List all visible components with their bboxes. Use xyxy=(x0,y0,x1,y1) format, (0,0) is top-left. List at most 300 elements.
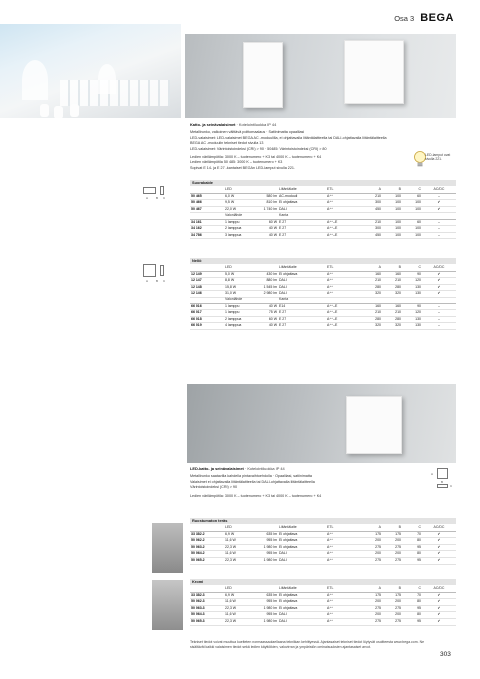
table-cell: – xyxy=(422,232,456,239)
table-cell: 635 lm xyxy=(254,531,278,538)
header-cell: A xyxy=(362,265,382,271)
table-row xyxy=(190,599,456,606)
table-cell: 200 xyxy=(362,612,382,619)
table-cell: 75 W xyxy=(254,310,278,317)
interior-photo xyxy=(0,24,181,118)
table-cell: A⁺⁺ xyxy=(326,278,362,285)
table-cell: 95 xyxy=(402,618,422,625)
table-cell: 120 xyxy=(402,310,422,317)
table-cell: 175 xyxy=(362,531,382,538)
spec-table-nelio-lamp xyxy=(190,297,456,330)
table-cell: – xyxy=(422,226,456,233)
table-cell: ✔ xyxy=(422,206,456,213)
table-cell: A⁺⁺ xyxy=(326,206,362,213)
table-cell: 1 980 lm xyxy=(254,544,278,551)
table-cell: A⁺⁺–E xyxy=(326,226,362,233)
table-cell: ✔ xyxy=(422,284,456,291)
table-cell: 5,0 W xyxy=(224,271,254,278)
table-cell: 175 xyxy=(382,592,402,599)
table-cell: 1 lamppu xyxy=(224,310,254,317)
section-header-nelio: Neliö xyxy=(190,258,456,264)
table-cell: A⁺⁺ xyxy=(326,599,362,606)
table-cell: 200 xyxy=(362,551,382,558)
dim-label-a: A xyxy=(146,196,149,200)
chair xyxy=(40,104,49,117)
header-cell: Valonlähde xyxy=(224,297,254,303)
table-row xyxy=(190,323,456,330)
table-cell: 80 xyxy=(402,551,422,558)
table-cell: 160 xyxy=(362,271,382,278)
table-cell: 100 xyxy=(382,193,402,200)
product-code: 34 786 xyxy=(190,232,224,239)
product2-line: Ledien värilämpötila: 3000 K – tuotenumero + K3 tai 4000 K – tuotenumero + K4 xyxy=(190,493,322,498)
rectangular-luminaire xyxy=(243,42,283,108)
table-cell: DALI xyxy=(278,206,326,213)
spec-table-ruostumaton-teras xyxy=(190,525,456,565)
header-cell: AC/DC xyxy=(422,187,456,193)
table-cell: A⁺⁺ xyxy=(326,200,362,207)
brand-logo: BEGA xyxy=(420,12,454,24)
table-cell: 450 xyxy=(362,206,382,213)
spec-table-suorakaide-lamp xyxy=(190,213,456,239)
header-cell: Liitäntälaite xyxy=(278,586,326,592)
header-cell: Liitäntälaite xyxy=(278,187,326,193)
product1-line: Sopivat E 14- ja E 27 -kantaiset BEGAn LED-lamput sivulla 221. xyxy=(190,165,295,170)
dim-label-c: C xyxy=(450,484,453,488)
table-row xyxy=(190,551,456,558)
header-cell: C xyxy=(402,586,422,592)
table-cell: ✔ xyxy=(422,599,456,606)
table-cell: 275 xyxy=(362,544,382,551)
product-code: 66 016 xyxy=(190,303,224,310)
table-cell: 22,3 W xyxy=(224,557,254,564)
product1-line: LED-valaisimet: Värintoistoindeksi (CRI) > 90 · 50485: Värintoistoindeksi (CRI) > 80 xyxy=(190,146,327,151)
table-row xyxy=(190,193,456,200)
header-cell: B xyxy=(382,187,402,193)
table-row xyxy=(190,278,456,285)
header-cell: B xyxy=(382,525,402,531)
table-cell: 80 xyxy=(402,599,422,606)
dim-label-c: C xyxy=(163,196,166,200)
table-cell: 450 xyxy=(362,232,382,239)
table-row xyxy=(190,557,456,564)
product-code: 50 063.2 xyxy=(190,544,224,551)
table-cell: 8,8 W xyxy=(224,278,254,285)
dim-label-b: B xyxy=(156,279,159,283)
table-cell: A⁺⁺–E xyxy=(326,323,362,330)
table-cell: 210 xyxy=(362,193,382,200)
header-cell: ETL xyxy=(326,525,362,531)
table-cell: ✔ xyxy=(422,200,456,207)
product1-line: Ledien värilämpötila: 3000 K – tuotenumero + K3 tai 4000 K – tuotenumero + K4 xyxy=(190,155,322,160)
product1-subtitle: · Kotelointiluokka IP 44 xyxy=(236,122,277,127)
table-cell: 955 lm xyxy=(254,551,278,558)
table-cell: 11,6 W xyxy=(224,551,254,558)
square-dimension-diagram xyxy=(437,468,448,479)
table-cell: 11,6 W xyxy=(224,612,254,619)
table-cell: 80 xyxy=(402,612,422,619)
table-cell: – xyxy=(422,303,456,310)
table-cell: ✔ xyxy=(422,592,456,599)
table-cell: A⁺⁺ xyxy=(326,531,362,538)
table-cell: 1 980 lm xyxy=(254,618,278,625)
table-row xyxy=(190,544,456,551)
table-cell: DALI xyxy=(278,618,326,625)
table-cell: 275 xyxy=(382,557,402,564)
table-cell: Ei ohjattava xyxy=(278,538,326,545)
table-cell: 2 980 lm xyxy=(254,291,278,298)
header-cell: ETL xyxy=(326,187,362,193)
product-code: 66 017 xyxy=(190,310,224,317)
section-number: Osa 3 xyxy=(394,14,415,23)
table-cell: 22,0 W xyxy=(224,206,254,213)
table-cell: A⁺⁺–E xyxy=(326,303,362,310)
table-cell: A⁺⁺ xyxy=(326,271,362,278)
table-cell: 280 xyxy=(382,316,402,323)
spec-table-nelio-led xyxy=(190,265,456,298)
table-cell: E14 xyxy=(278,303,326,310)
table-row xyxy=(190,284,456,291)
table-cell: – xyxy=(422,310,456,317)
table-row xyxy=(190,605,456,612)
table-row xyxy=(190,310,456,317)
product-code: 50 064.2 xyxy=(190,551,224,558)
product-code: 12 148 xyxy=(190,284,224,291)
table-cell: – xyxy=(422,219,456,226)
table-cell: A⁺⁺–E xyxy=(326,232,362,239)
table-cell: 130 xyxy=(402,316,422,323)
table-cell: 60 xyxy=(402,193,422,200)
table-cell: 880 lm xyxy=(254,278,278,285)
table-cell: A⁺⁺ xyxy=(326,592,362,599)
table-cell: 320 xyxy=(362,291,382,298)
table-cell: ✔ xyxy=(422,618,456,625)
header-cell: AC/DC xyxy=(422,586,456,592)
product-code: 50 467 xyxy=(190,206,224,213)
table-cell: A⁺⁺–E xyxy=(326,316,362,323)
product2-line: Valaisimet ei ohjattavalla liitäntälaitteella tai DALI-ohjattavalla liitäntälaitteella xyxy=(190,479,315,484)
table-cell: A⁺⁺ xyxy=(326,544,362,551)
product-code: 50 065.2 xyxy=(190,557,224,564)
product-code: 50 064.3 xyxy=(190,612,224,619)
page-header xyxy=(394,12,454,24)
table-cell: DALI xyxy=(278,291,326,298)
product-code: 50 065.3 xyxy=(190,618,224,625)
header-cell: C xyxy=(402,525,422,531)
table-cell: 6,9 W xyxy=(224,592,254,599)
header-cell: Liitäntälaite xyxy=(278,265,326,271)
table-cell: E 27 xyxy=(278,232,326,239)
table-cell: DALI xyxy=(278,557,326,564)
table-cell: ✔ xyxy=(422,531,456,538)
rectangular-dimension-diagram xyxy=(143,187,156,194)
table-cell: 1 lamppu xyxy=(224,303,254,310)
square-luminaire xyxy=(344,40,404,104)
chair xyxy=(54,106,63,118)
table-cell: A⁺⁺ xyxy=(326,605,362,612)
product-code: 33 382.2 xyxy=(190,531,224,538)
table-cell: 280 xyxy=(382,284,402,291)
table-cell: 95 xyxy=(402,557,422,564)
table-cell: A⁺⁺–E xyxy=(326,310,362,317)
header-cell: A xyxy=(362,525,382,531)
product2-line: Värintoistoindeksi (CRI) > 90 xyxy=(190,485,238,490)
table-cell: 100 xyxy=(402,206,422,213)
table-cell: 160 xyxy=(382,303,402,310)
dim-label-b: B xyxy=(441,480,444,484)
table-cell: 9,5 W xyxy=(224,200,254,207)
table-cell: Ei ohjattava xyxy=(278,599,326,606)
table-cell: 275 xyxy=(382,544,402,551)
table-cell: 6,9 W xyxy=(224,531,254,538)
table-cell: 6,0 W xyxy=(224,193,254,200)
product-code: 66 019 xyxy=(190,323,224,330)
table-cell: 275 xyxy=(362,618,382,625)
table-row xyxy=(190,219,456,226)
table-cell: E 27 xyxy=(278,219,326,226)
footnote: Tekniset tiedot voivat muuttua kuelteten normaassaolaellaana tekniikan kehittyessä. Ajantasaiset tekniset tiedot löytyvät osoitteesta www.bega.com. Ne sisältävät kaikki valaisimen tiedot sekä ledien käyttöikien, valovirran ja ympäristön ominaisuuksien ajantasaiset arvot. xyxy=(190,640,425,649)
table-cell: 175 xyxy=(382,531,402,538)
table-cell: 200 xyxy=(382,612,402,619)
table-cell: 100 xyxy=(382,206,402,213)
square-led-luminaire xyxy=(346,396,402,454)
table-cell: ✔ xyxy=(422,605,456,612)
product-code: 50 062.2 xyxy=(190,538,224,545)
table-cell: 300 xyxy=(362,200,382,207)
stainless-steel-finish-photo xyxy=(152,523,183,573)
product-code: 50 062.3 xyxy=(190,599,224,606)
section-header-kromi: Kromi xyxy=(190,579,456,585)
table-cell: 635 lm xyxy=(254,592,278,599)
table-cell: 200 xyxy=(362,599,382,606)
table-cell: 60 W xyxy=(254,219,278,226)
table-row xyxy=(190,232,456,239)
table-cell: 160 xyxy=(382,271,402,278)
table-cell: 300 xyxy=(362,226,382,233)
table-cell: 955 lm xyxy=(254,599,278,606)
table-cell: Ei ohjattava xyxy=(278,271,326,278)
header-cell: ETL xyxy=(326,586,362,592)
table-cell: 200 xyxy=(362,538,382,545)
archway xyxy=(22,60,48,100)
header-cell: C xyxy=(402,265,422,271)
table-cell: Ei ohjattava xyxy=(278,605,326,612)
table-cell: 100 xyxy=(382,232,402,239)
product1-line: Ledien värilämpötila 50 485: 3000 K – tuotenumero + K3 xyxy=(190,160,283,165)
table-cell: 22,3 W xyxy=(224,618,254,625)
dim-label-a: A xyxy=(431,472,434,476)
header-cell: Kanta xyxy=(278,213,326,219)
table-cell: 22,3 W xyxy=(224,605,254,612)
header-cell: C xyxy=(402,187,422,193)
product-code: 12 149 xyxy=(190,271,224,278)
table-cell: 120 xyxy=(402,278,422,285)
table-cell: 320 xyxy=(362,323,382,330)
chair xyxy=(70,104,79,117)
table-cell: 90 xyxy=(402,303,422,310)
table-cell: 210 xyxy=(362,310,382,317)
product2-description xyxy=(190,466,456,499)
product2-subtitle: · Kotelointiluokka IP 44 xyxy=(244,466,285,471)
table-cell: 100 xyxy=(382,200,402,207)
table-cell: 130 xyxy=(402,291,422,298)
product-code: 50 465 xyxy=(190,193,224,200)
table-cell: 955 lm xyxy=(254,538,278,545)
table-cell: 320 xyxy=(382,291,402,298)
table-cell: A⁺⁺ xyxy=(326,618,362,625)
table-cell: 40 W xyxy=(254,303,278,310)
product-code: 34 161 xyxy=(190,219,224,226)
table-cell: A⁺⁺ xyxy=(326,193,362,200)
table-cell: 40 W xyxy=(254,232,278,239)
header-cell: Valonlähde xyxy=(224,213,254,219)
product-code: 34 162 xyxy=(190,226,224,233)
table-cell: 2 lamppua xyxy=(224,226,254,233)
table-cell: 60 W xyxy=(254,316,278,323)
table-cell: E 27 xyxy=(278,323,326,330)
table-cell: – xyxy=(422,316,456,323)
header-cell: LED xyxy=(224,187,254,193)
product2-line: Metallirunko saatavilla kahdella pintavaihtoehdolla · Opaalilasi, satiinimatta xyxy=(190,474,312,479)
table-cell: 11,6 W xyxy=(224,599,254,606)
table-cell: 280 xyxy=(362,284,382,291)
table-cell: 430 lm xyxy=(254,271,278,278)
table-cell: Ei ohjattava xyxy=(278,544,326,551)
product1-line: LED-valaisimet: LED-valaisimet BEGA AC -moduulilla, ei ohjattavalla liitäntälaitteella tai DALI-ohjattavalla liitäntälaitteella xyxy=(190,135,387,140)
led-lamp-note: LED-lamput ovat sivulla 221. xyxy=(425,153,451,162)
table-cell: – xyxy=(422,193,456,200)
side-profile-diagram xyxy=(437,484,448,488)
table-cell: E 27 xyxy=(278,316,326,323)
header-cell: AC/DC xyxy=(422,265,456,271)
header-cell: B xyxy=(382,586,402,592)
table-cell: ✔ xyxy=(422,538,456,545)
table-cell: ✔ xyxy=(422,544,456,551)
table-cell: 130 xyxy=(402,284,422,291)
table-cell: ✔ xyxy=(422,291,456,298)
table-cell: 100 xyxy=(402,232,422,239)
table-cell: Ei ohjattava xyxy=(278,592,326,599)
table-cell: 3 lamppua xyxy=(224,232,254,239)
side-profile-diagram xyxy=(160,186,164,195)
dim-label-b: B xyxy=(156,196,159,200)
table-cell: ✔ xyxy=(422,271,456,278)
table-cell: 130 xyxy=(402,323,422,330)
table-cell: 100 xyxy=(402,200,422,207)
table-cell: 810 lm xyxy=(254,200,278,207)
table-cell: 280 xyxy=(362,316,382,323)
table-cell: 580 lm xyxy=(254,193,278,200)
spec-table-kromi xyxy=(190,586,456,626)
table-cell: A⁺⁺ xyxy=(326,612,362,619)
table-cell: 22,3 W xyxy=(224,544,254,551)
table-row xyxy=(190,538,456,545)
table-cell: 95 xyxy=(402,605,422,612)
table-cell: 275 xyxy=(382,605,402,612)
table-cell: DALI xyxy=(278,284,326,291)
table-cell: AC-moduuli xyxy=(278,193,326,200)
table-cell: 4 lamppua xyxy=(224,323,254,330)
table-cell: A⁺⁺–E xyxy=(326,219,362,226)
table-cell: 320 xyxy=(382,323,402,330)
table-row xyxy=(190,531,456,538)
table-cell: 80 xyxy=(402,538,422,545)
product-code: 50 063.3 xyxy=(190,605,224,612)
table-cell: E 27 xyxy=(278,310,326,317)
table-cell: 70 xyxy=(402,531,422,538)
spec-table-suorakaide-led xyxy=(190,187,456,213)
product1-title-text: Katto- ja seinävalaisimet xyxy=(190,122,236,127)
table-cell: 210 xyxy=(362,219,382,226)
table-cell: 2 lamppua xyxy=(224,316,254,323)
section-header-ruostumaton-teras: Ruostumaton teräs xyxy=(190,518,456,524)
table-cell: Ei ohjattava xyxy=(278,200,326,207)
table-cell: E 27 xyxy=(278,226,326,233)
product-code: 12 147 xyxy=(190,278,224,285)
product1-line: Metallirunko, valkoinen välttävä polttomaalaus · Satiinimatta opaalilasi xyxy=(190,130,305,135)
table-cell: 70 xyxy=(402,592,422,599)
header-cell: AC/DC xyxy=(422,525,456,531)
table-cell: 955 lm xyxy=(254,612,278,619)
header-cell: ETL xyxy=(326,265,362,271)
table-cell: 200 xyxy=(382,538,402,545)
product1-line: BEGA AC -moduulin tekniset tiedot sivulla 13 xyxy=(190,141,264,146)
product-code: 33 382.3 xyxy=(190,592,224,599)
header-cell: LED xyxy=(224,265,254,271)
table-cell: 31,0 W xyxy=(224,291,254,298)
header-cell: Kanta xyxy=(278,297,326,303)
table-cell: DALI xyxy=(278,278,326,285)
chrome-finish-photo xyxy=(152,580,183,630)
archway xyxy=(98,64,116,94)
table-cell: 1 lamppu xyxy=(224,219,254,226)
table-cell: 1 545 lm xyxy=(254,284,278,291)
header-cell: Liitäntälaite xyxy=(278,525,326,531)
table-cell: A⁺⁺ xyxy=(326,284,362,291)
table-cell: 210 xyxy=(382,310,402,317)
table-cell: Ei ohjattava xyxy=(278,531,326,538)
table-row xyxy=(190,316,456,323)
table-cell: ✔ xyxy=(422,612,456,619)
table-cell: 60 xyxy=(402,219,422,226)
table-row xyxy=(190,226,456,233)
table-cell: 15,8 W xyxy=(224,284,254,291)
table-cell: 100 xyxy=(382,219,402,226)
table-cell: ✔ xyxy=(422,557,456,564)
table-cell: DALI xyxy=(278,612,326,619)
table-cell: 1 740 lm xyxy=(254,206,278,213)
table-cell: 210 xyxy=(382,278,402,285)
table-cell: 95 xyxy=(402,544,422,551)
table-cell: 1 980 lm xyxy=(254,605,278,612)
table-cell: 11,6 W xyxy=(224,538,254,545)
header-cell: LED xyxy=(224,525,254,531)
table-cell: 175 xyxy=(362,592,382,599)
table-cell: 275 xyxy=(362,557,382,564)
header-cell: B xyxy=(382,265,402,271)
product-photo-wall-2 xyxy=(187,384,456,463)
header-cell: LED xyxy=(224,586,254,592)
table-row xyxy=(190,271,456,278)
product-code: 50 466 xyxy=(190,200,224,207)
section-header-suorakaide: Suorakaide xyxy=(190,180,456,186)
dim-label-c: C xyxy=(163,279,166,283)
table-cell: 40 W xyxy=(254,323,278,330)
table-cell: 100 xyxy=(382,226,402,233)
product-code: 66 018 xyxy=(190,316,224,323)
table-row xyxy=(190,618,456,625)
table-cell: A⁺⁺ xyxy=(326,551,362,558)
